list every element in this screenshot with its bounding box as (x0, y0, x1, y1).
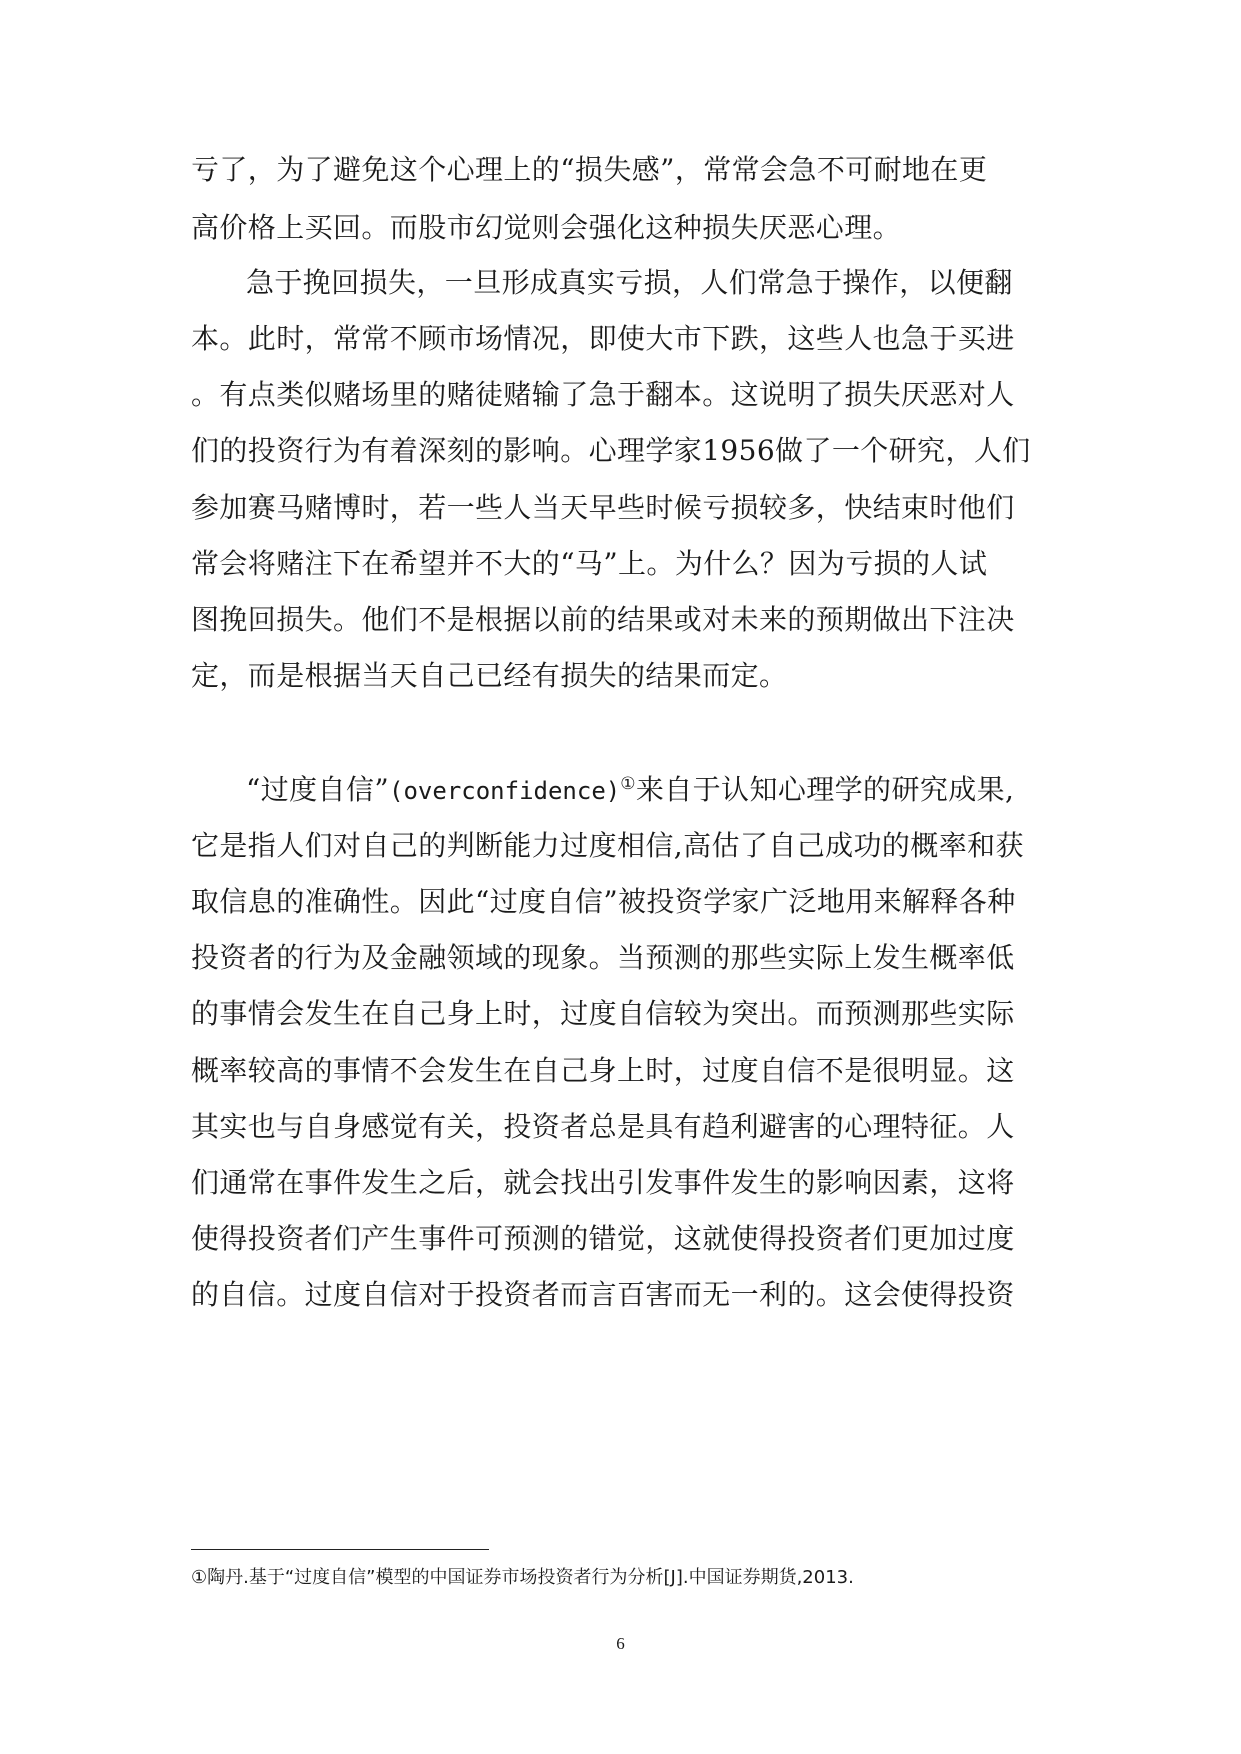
body-text-line: 本。此时，常常不顾市场情况，即使大市下跌，这些人也急于买进 (191, 322, 1015, 355)
quoted-term: “过度自信” (246, 773, 390, 806)
body-text-line: 的事情会发生在自己身上时，过度自信较为突出。而预测那些实际 (191, 997, 1015, 1030)
body-text-line: 取信息的准确性。因此“过度自信”被投资学家广泛地用来解释各种 (191, 885, 1016, 918)
paragraph-first-line (246, 772, 1126, 808)
body-text-line: 亏了，为了避免这个心理上的“损失感”，常常会急不可耐地在更 (191, 153, 988, 186)
body-text-line: 们的投资行为有着深刻的影响。心理学家1956做了一个研究，人们 (191, 434, 1031, 467)
page-number: 6 (616, 1634, 625, 1653)
footnote-separator (191, 1549, 489, 1550)
footnote-reference[interactable]: ① (620, 774, 636, 794)
body-text-line: 高价格上买回。而股市幻觉则会强化这种损失厌恶心理。 (191, 211, 902, 244)
body-text-line: 其实也与自身感觉有关，投资者总是具有趋利避害的心理特征。人 (191, 1110, 1015, 1143)
footnote-text: ①陶丹.基于“过度自信”模型的中国证券市场投资者行为分析[J].中国证券期货,2013. (191, 1567, 854, 1588)
english-term: (overconfidence) (389, 777, 621, 805)
body-text-line: 概率较高的事情不会发生在自己身上时，过度自信不是很明显。这 (191, 1054, 1015, 1087)
body-text-line: 急于挽回损失，一旦形成真实亏损，人们常急于操作，以便翻 (246, 266, 1013, 299)
body-text-line: 使得投资者们产生事件可预测的错觉，这就使得投资者们更加过度 (191, 1222, 1015, 1255)
body-text-line: 参加赛马赌博时，若一些人当天早些时候亏损较多，快结束时他们 (191, 491, 1015, 524)
body-text-segment: 来自于认知心理学的研究成果, (635, 773, 1015, 806)
body-text-line: 们通常在事件发生之后，就会找出引发事件发生的影响因素，这将 (191, 1166, 1015, 1199)
body-text-line: 常会将赌注下在希望并不大的“马”上。为什么？因为亏损的人试 (191, 547, 988, 580)
body-text-line: 投资者的行为及金融领域的现象。当预测的那些实际上发生概率低 (191, 941, 1015, 974)
body-text-line: 。有点类似赌场里的赌徒赌输了急于翻本。这说明了损失厌恶对人 (191, 378, 1015, 411)
body-text-line: 的自信。过度自信对于投资者而言百害而无一利的。这会使得投资 (191, 1278, 1015, 1311)
body-text-line: 定，而是根据当天自己已经有损失的结果而定。 (191, 659, 788, 692)
body-text-line: 它是指人们对自己的判断能力过度相信,高估了自己成功的概率和获 (191, 829, 1024, 862)
body-text-line: 图挽回损失。他们不是根据以前的结果或对未来的预期做出下注决 (191, 603, 1015, 636)
